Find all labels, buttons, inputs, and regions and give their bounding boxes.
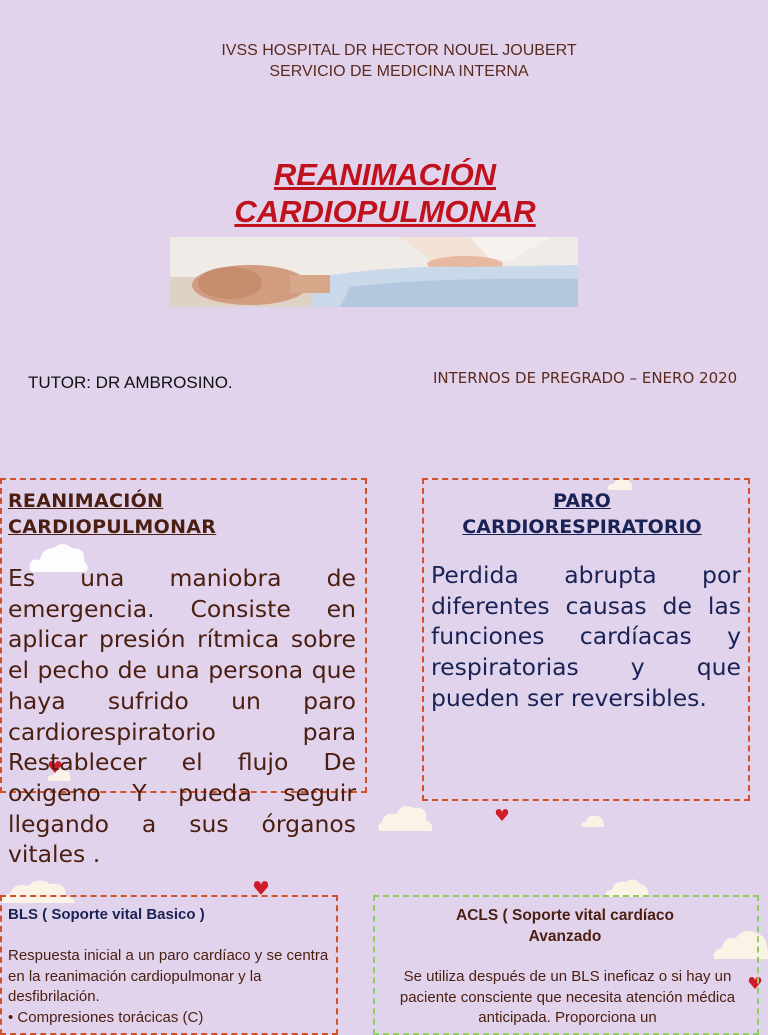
paro-heading-line-2: CARDIORESPIRATORIO xyxy=(462,516,702,538)
tutor-label: TUTOR: DR AMBROSINO. xyxy=(28,373,233,392)
cloud-icon xyxy=(376,800,436,832)
acls-heading xyxy=(395,905,735,947)
page-title xyxy=(180,156,590,230)
cloud-icon xyxy=(580,812,606,828)
title-line-2: CARDIOPULMONAR xyxy=(234,194,536,229)
rcp-heading-line-1: REANIMACIÓN xyxy=(8,490,164,512)
paro-heading xyxy=(432,488,732,540)
bls-description xyxy=(8,946,333,1028)
hospital-name: IVSS HOSPITAL DR HECTOR NOUEL JOUBERT xyxy=(221,42,577,59)
paro-description: Perdida abrupta por diferentes causas de las funciones cardíacas y respiratorias y que pueden ser reversibles. xyxy=(431,561,741,712)
heart-icon xyxy=(253,880,269,896)
header xyxy=(0,40,768,82)
interns-label: INTERNOS DE PREGRADO – ENERO 2020 xyxy=(433,369,738,387)
bls-bullet: • Compresiones torácicas (C) xyxy=(8,1008,204,1026)
cpr-photo xyxy=(170,237,578,307)
acls-description: Se utiliza después de un BLS ineficaz o si hay un paciente consciente que necesita atención médica anticipada. Proporciona un xyxy=(399,968,736,1026)
bls-text: Respuesta inicial a un paro cardíaco y se centra en la reanimación cardiopulmonar y la desfibrilación. xyxy=(8,947,329,1005)
service-name: SERVICIO DE MEDICINA INTERNA xyxy=(269,63,529,80)
rcp-heading xyxy=(8,488,216,540)
heart-icon xyxy=(495,808,509,822)
cpr-illustration xyxy=(170,237,578,307)
acls-heading-line-1: ACLS ( Soporte vital cardíaco xyxy=(456,907,674,924)
bls-heading: BLS ( Soporte vital Basico ) xyxy=(8,906,205,923)
acls-heading-line-2: Avanzado xyxy=(528,928,602,945)
title-line-1: REANIMACIÓN xyxy=(273,157,497,192)
rcp-heading-line-2: CARDIOPULMONAR xyxy=(8,516,217,538)
rcp-description: Es una maniobra de emergencia. Consiste en aplicar presión rítmica sobre el pecho de una persona que haya sufrido un paro cardiorespiratorio para Restablecer el flujo De oxigeno Y pueda seguir llegando a sus órganos vitales . xyxy=(8,564,356,869)
paro-heading-line-1: PARO xyxy=(553,490,611,512)
